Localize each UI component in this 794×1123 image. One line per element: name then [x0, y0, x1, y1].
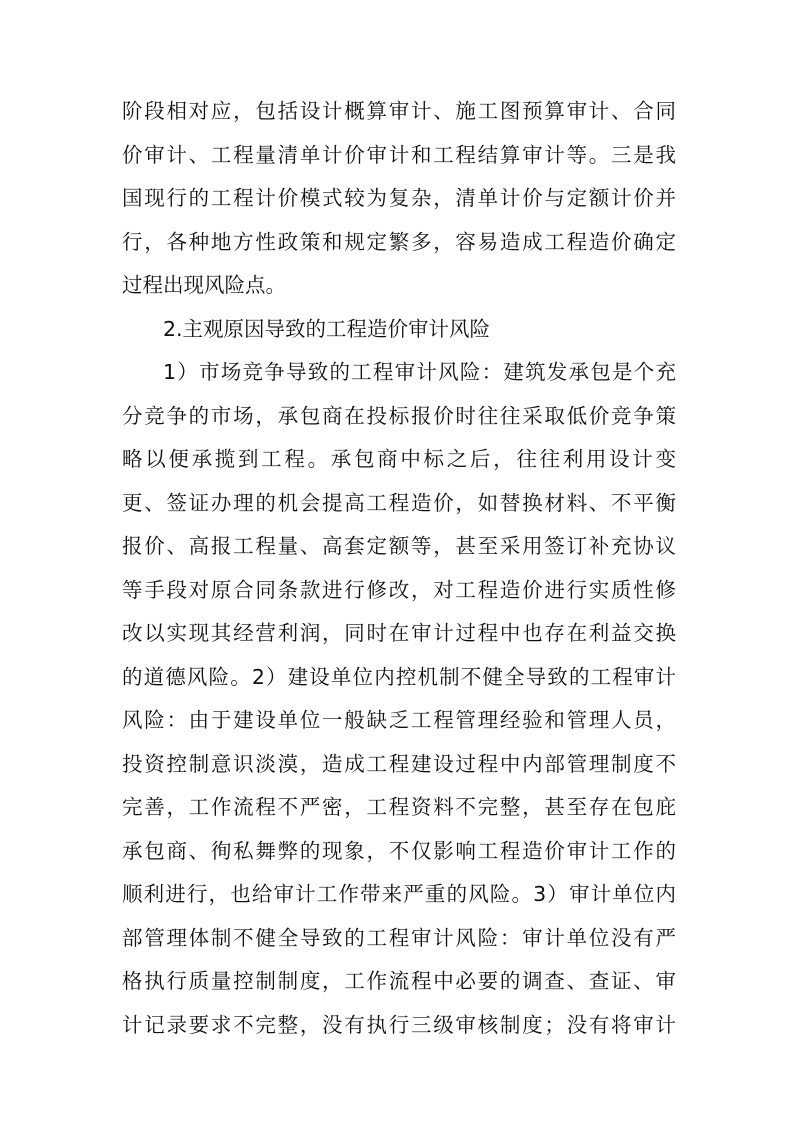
text-line: 分竞争的市场，承包商在投标报价时往往采取低价竞争策 — [122, 403, 676, 428]
section-heading: 2.主观原因导致的工程造价审计风险 — [163, 316, 491, 341]
text-line: 国现行的工程计价模式较为复杂，清单计价与定额计价并 — [122, 186, 676, 210]
text-line: 投资控制意识淡漠，造成工程建设过程中内部管理制度不 — [122, 751, 676, 776]
text-line: 1）市场竞争导致的工程审计风险：建筑发承包是个充 — [163, 360, 676, 384]
text-line: 等手段对原合同条款进行修改，对工程造价进行实质性修 — [122, 577, 676, 602]
text-line: 完善，工作流程不严密，工程资料不完整，甚至存在包庇 — [122, 795, 676, 819]
body-text — [122, 90, 676, 1047]
text-line: 格执行质量控制制度，工作流程中必要的调查、查证、审 — [122, 969, 676, 993]
text-line: 的道德风险。2）建设单位内控机制不健全导致的工程审计 — [122, 664, 676, 689]
text-line: 报价、高报工程量、高套定额等，甚至采用签订补充协议 — [122, 534, 676, 558]
text-line: 计记录要求不完整，没有执行三级审核制度；没有将审计 — [122, 1012, 676, 1037]
text-line: 承包商、徇私舞弊的现象，不仅影响工程造价审计工作的 — [122, 838, 676, 863]
text-line: 行，各种地方性政策和规定繁多，容易造成工程造价确定 — [122, 229, 676, 254]
text-line: 阶段相对应，包括设计概算审计、施工图预算审计、合同 — [122, 99, 676, 123]
text-line: 更、签证办理的机会提高工程造价，如替换材料、不平衡 — [122, 490, 676, 515]
text-line: 略以便承揽到工程。承包商中标之后，往往利用设计变 — [122, 447, 676, 471]
text-line: 风险：由于建设单位一般缺乏工程管理经验和管理人员， — [122, 708, 676, 732]
text-line: 改以实现其经营利润，同时在审计过程中也存在利益交换 — [122, 621, 676, 645]
text-line: 部管理体制不健全导致的工程审计风险：审计单位没有严 — [122, 925, 676, 950]
text-line: 顺利进行，也给审计工作带来严重的风险。3）审计单位内 — [122, 882, 676, 906]
text-line: 价审计、工程量清单计价审计和工程结算审计等。三是我 — [122, 142, 676, 167]
text-line: 过程出现风险点。 — [122, 273, 286, 297]
